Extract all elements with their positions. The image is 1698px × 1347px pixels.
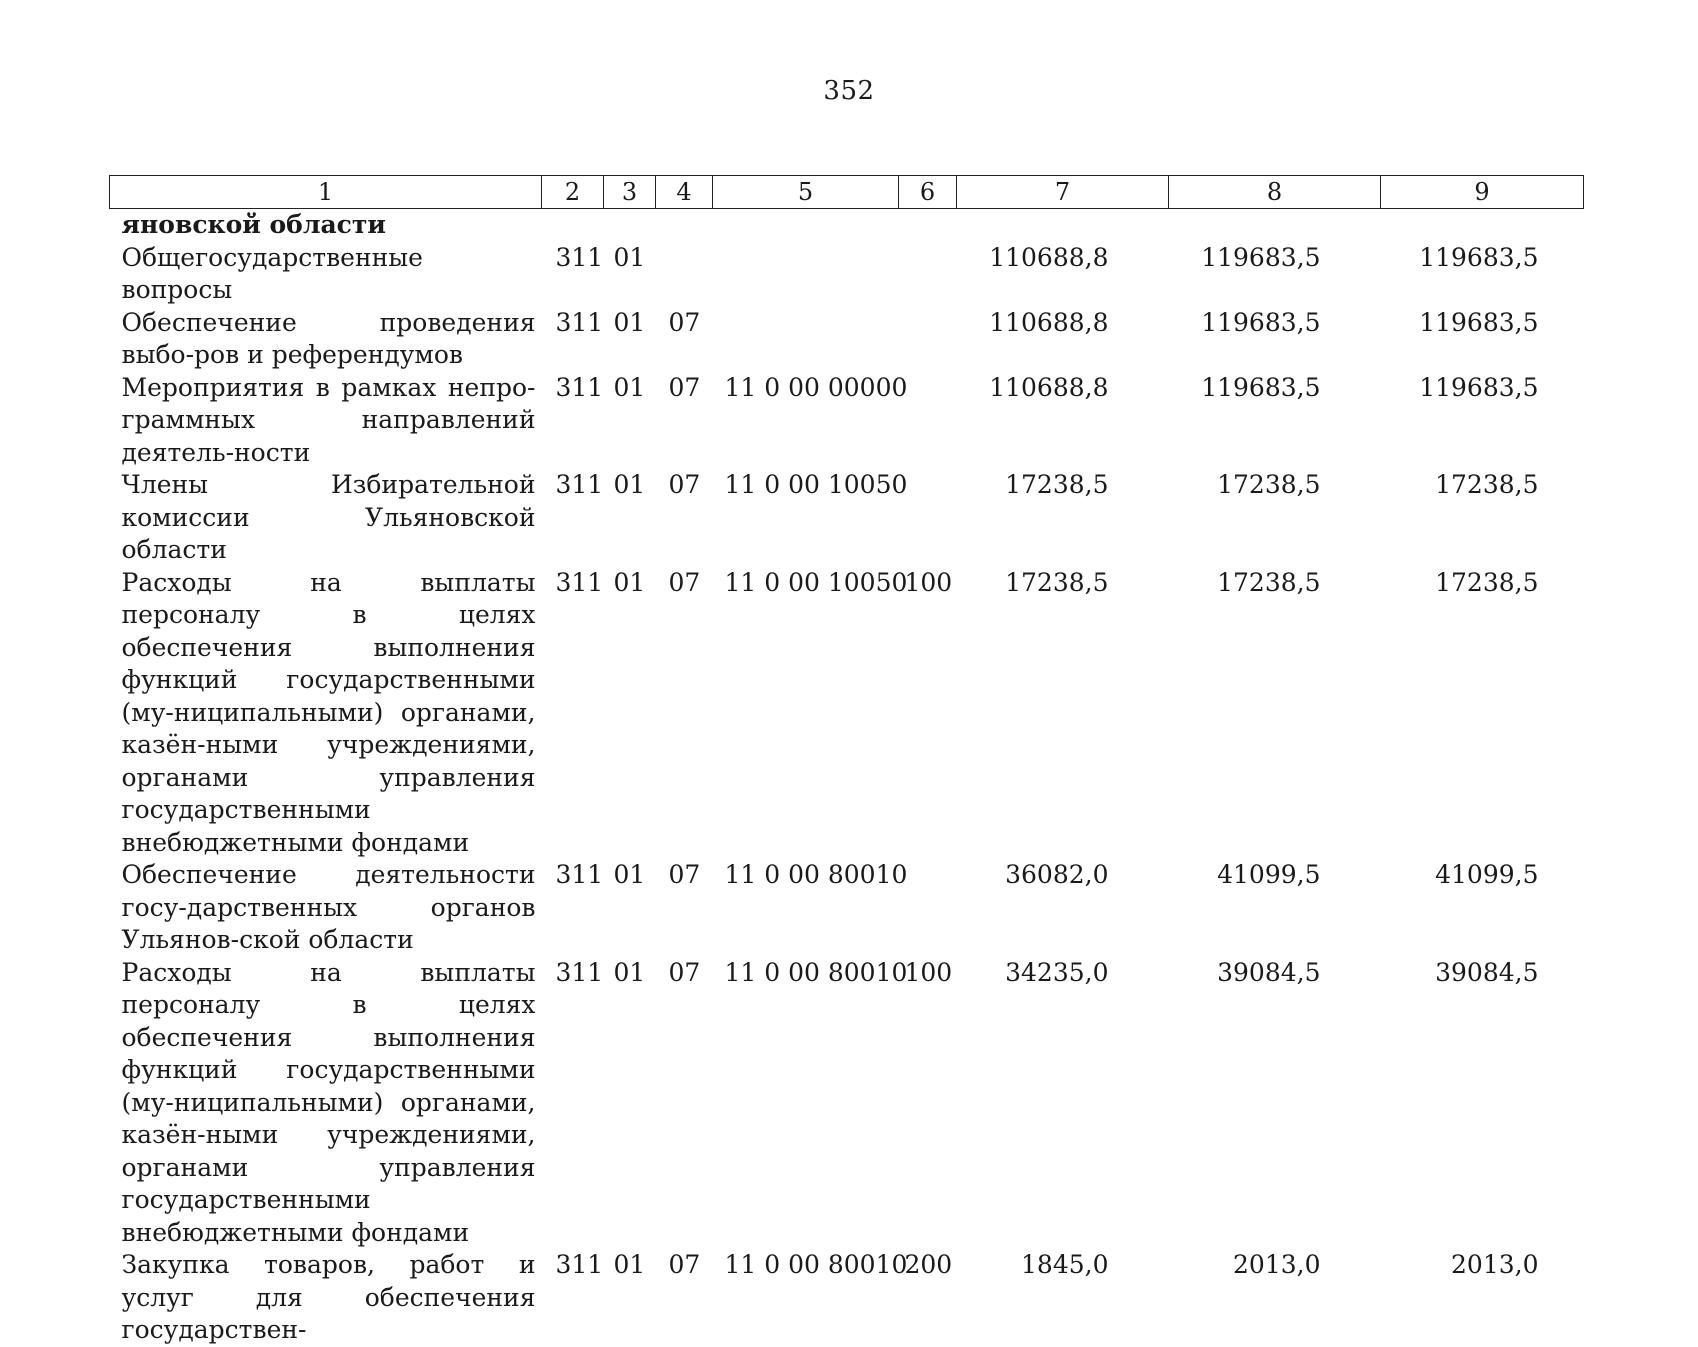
- column-header: 4: [656, 176, 713, 209]
- subsection-code-cell: [656, 209, 713, 242]
- table-row: [110, 209, 1584, 242]
- admin-code-cell: 311: [555, 372, 604, 402]
- amount-col9-cell: 119683,5: [1419, 372, 1539, 402]
- amount-col9-cell: 17238,5: [1435, 567, 1539, 597]
- subsection-code-cell: 07: [668, 307, 701, 337]
- target-article-cell: 11 0 00 10050: [724, 470, 908, 499]
- target-article-cell: [713, 307, 899, 372]
- row-name-cell: Расходы на выплаты персоналу в целях обеспечения выполнения функций государственными (му-ниципальными) органами, казён-ными учреждениями, органами управления государственными внебюджетными фондами: [121, 957, 536, 1247]
- amount-col9-cell: 119683,5: [1419, 242, 1539, 272]
- admin-code-cell: 311: [555, 470, 604, 499]
- column-header: 2: [542, 176, 604, 209]
- amount-col7-cell: 1845,0: [1021, 1250, 1109, 1279]
- row-name-cell: Обеспечение деятельности госу-дарственных органов Ульянов-ской области: [121, 860, 536, 954]
- subsection-code-cell: 07: [668, 1250, 701, 1279]
- table-row: [110, 957, 1584, 1250]
- section-code-cell: 01: [613, 1250, 646, 1279]
- amount-col8-cell: 119683,5: [1201, 242, 1321, 272]
- amount-col9-cell: 2013,0: [1451, 1250, 1539, 1279]
- amount-col7-cell: 34235,0: [1005, 957, 1109, 987]
- page-number: 352: [823, 76, 875, 106]
- amount-col9-cell: 17238,5: [1435, 470, 1539, 499]
- expense-type-cell: [899, 242, 957, 307]
- table-row: [110, 372, 1584, 470]
- section-code-cell: 01: [613, 957, 646, 987]
- row-name-cell: яновской области: [121, 210, 386, 239]
- column-header: 6: [899, 176, 957, 209]
- amount-col8-cell: 39084,5: [1217, 957, 1321, 987]
- table-row: [110, 242, 1584, 307]
- row-name-cell: Общегосударственные вопросы: [121, 242, 423, 304]
- amount-col7-cell: [957, 209, 1169, 242]
- section-code-cell: 01: [613, 470, 646, 499]
- row-name-cell: Обеспечение проведения выбо-ров и референдумов: [121, 307, 536, 369]
- expense-type-cell: 100: [904, 567, 953, 597]
- subsection-code-cell: 07: [668, 372, 701, 402]
- row-name-cell: Расходы на выплаты персоналу в целях обеспечения выполнения функций государственными (му-ниципальными) органами, казён-ными учреждениями, органами управления государственными внебюджетными фондами: [121, 567, 536, 857]
- admin-code-cell: 311: [555, 860, 604, 889]
- amount-col8-cell: 119683,5: [1201, 372, 1321, 402]
- subsection-code-cell: [656, 242, 713, 307]
- section-code-cell: 01: [613, 567, 646, 597]
- expense-type-cell: [899, 307, 957, 372]
- table-row: [110, 307, 1584, 372]
- budget-table: [109, 175, 1584, 1347]
- admin-code-cell: 311: [555, 242, 604, 272]
- row-name-cell: Закупка товаров, работ и услуг для обеспечения государствен-: [121, 1250, 536, 1344]
- table-body: [110, 209, 1584, 1347]
- amount-col9-cell: 41099,5: [1435, 860, 1539, 889]
- admin-code-cell: 311: [555, 567, 604, 597]
- target-article-cell: [713, 242, 899, 307]
- subsection-code-cell: 07: [668, 567, 701, 597]
- table-row: [110, 1249, 1584, 1347]
- row-name-cell: Мероприятия в рамках непро-граммных направлений деятель-ности: [121, 372, 536, 467]
- expense-type-cell: [899, 209, 957, 242]
- amount-col8-cell: [1169, 209, 1381, 242]
- amount-col7-cell: 110688,8: [989, 307, 1109, 337]
- amount-col7-cell: 17238,5: [1005, 470, 1109, 499]
- target-article-cell: [713, 209, 899, 242]
- section-code-cell: [604, 209, 656, 242]
- amount-col8-cell: 41099,5: [1217, 860, 1321, 889]
- row-name-cell: Члены Избирательной комиссии Ульяновской области: [121, 470, 536, 564]
- amount-col7-cell: 36082,0: [1005, 860, 1109, 889]
- amount-col8-cell: 2013,0: [1233, 1250, 1321, 1279]
- subsection-code-cell: 07: [668, 860, 701, 889]
- amount-col8-cell: 17238,5: [1217, 470, 1321, 499]
- admin-code-cell: 311: [555, 307, 604, 337]
- admin-code-cell: 311: [555, 1250, 604, 1279]
- amount-col7-cell: 17238,5: [1005, 567, 1109, 597]
- admin-code-cell: 311: [555, 957, 604, 987]
- amount-col9-cell: 119683,5: [1419, 307, 1539, 337]
- target-article-cell: 11 0 00 00000: [724, 372, 908, 402]
- admin-code-cell: [542, 209, 604, 242]
- column-header: 8: [1169, 176, 1381, 209]
- amount-col8-cell: 119683,5: [1201, 307, 1321, 337]
- amount-col9-cell: [1381, 209, 1584, 242]
- section-code-cell: 01: [613, 307, 646, 337]
- target-article-cell: 11 0 00 80010: [724, 1250, 908, 1279]
- column-header: 3: [604, 176, 656, 209]
- section-code-cell: 01: [613, 242, 646, 272]
- section-code-cell: 01: [613, 372, 646, 402]
- table-row: [110, 469, 1584, 567]
- subsection-code-cell: 07: [668, 957, 701, 987]
- table-row: [110, 567, 1584, 860]
- expense-type-cell: 200: [904, 1250, 953, 1279]
- column-number-header-row: [110, 176, 1584, 209]
- target-article-cell: 11 0 00 10050: [724, 567, 908, 597]
- column-header: 5: [713, 176, 899, 209]
- amount-col9-cell: 39084,5: [1435, 957, 1539, 987]
- target-article-cell: 11 0 00 80010: [724, 860, 908, 889]
- amount-col8-cell: 17238,5: [1217, 567, 1321, 597]
- expense-type-cell: 100: [904, 957, 953, 987]
- table-row: [110, 859, 1584, 957]
- target-article-cell: 11 0 00 80010: [724, 957, 908, 987]
- column-header: 9: [1381, 176, 1584, 209]
- amount-col7-cell: 110688,8: [989, 372, 1109, 402]
- amount-col7-cell: 110688,8: [989, 242, 1109, 272]
- column-header: 7: [957, 176, 1169, 209]
- section-code-cell: 01: [613, 860, 646, 889]
- subsection-code-cell: 07: [668, 470, 701, 499]
- column-header: 1: [110, 176, 542, 209]
